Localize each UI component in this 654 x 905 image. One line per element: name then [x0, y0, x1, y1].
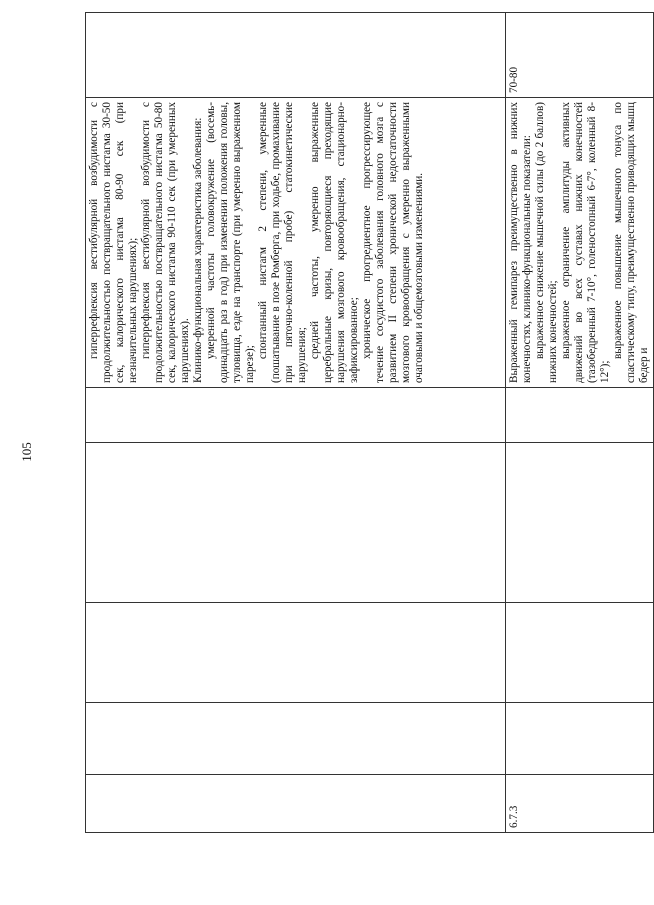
table-row — [506, 13, 654, 833]
code-cell — [86, 775, 506, 833]
table-row — [86, 13, 506, 833]
score-cell — [86, 13, 506, 98]
empty-cell — [506, 443, 654, 603]
description-paragraph: средней частоты, умеренно выраженные церебральные кризы, повторяющиеся преходящие нарушения мозгового кровообращения, стационарно-зафиксированное; — [309, 102, 360, 383]
empty-cell — [86, 603, 506, 703]
description-paragraph: выраженное ограничение амплитуды активных движений во всех суставах нижних конечностей (тазобедренный 7-10°, голеностопный 6-7°, коленный 8-12°); — [560, 102, 611, 383]
description-paragraph: умеренной частоты головокружение (восемь-одинадцать раз в год) при изменении положения головы, туловища, езде на транспорте (при умеренно выраженном парезе); — [205, 102, 256, 383]
empty-cell — [506, 388, 654, 443]
description-heading: Клинико-функциональная характеристика заболевания: — [192, 117, 204, 383]
description-paragraph: спонтанный нистагм 2 степени, умеренные (пошатывание в позе Ромберга, при ходьбе, промахивание при пяточно-коленной пробе) статокинетические нарушения; — [257, 102, 308, 383]
description-paragraph: выраженное повышение мышечного тонуса по спастическому типу, преимущественно приводящих мышц бедер и — [612, 102, 650, 383]
empty-cell — [86, 388, 506, 443]
description-paragraph: гиперрефлексия вестибулярной возбудимости с продолжительностью поствращательного нистагма 30-50 сек, калорического нистагма 80-90 сек (при незначительных нарушениях); — [88, 102, 139, 383]
score-cell: 70-80 — [506, 13, 654, 98]
description-heading: Выраженный гемипарез преимущественно в нижних конечностях, клинико-функциональные показатели: — [508, 102, 533, 383]
empty-cell — [506, 703, 654, 775]
page-number: 105 — [19, 442, 34, 462]
code-cell: 6.7.3 — [506, 775, 654, 833]
empty-cell — [86, 703, 506, 775]
empty-cell — [506, 603, 654, 703]
description-paragraph: гиперрефлексия вестибулярной возбудимости с продолжительностью поствращательного нистагма 50-80 сек, калорического нистагма 90-110 сек (при умеренных нарушениях). — [140, 102, 191, 383]
empty-cell — [86, 443, 506, 603]
description-paragraph: выраженное снижение мышечной силы (до 2 баллов) нижних конечностей; — [534, 102, 559, 383]
criteria-table — [85, 12, 654, 833]
description-cell — [86, 98, 506, 388]
document-table-area — [85, 13, 650, 833]
description-cell — [506, 98, 654, 388]
description-paragraph: хроническое прогредиентное прогрессирующее течение сосудистого заболевания головного мозга с развитием II степени хронической недостаточности мозгового кровообращения с умеренно выраженными очаговыми и общемозговыми изменениями. — [361, 102, 425, 383]
